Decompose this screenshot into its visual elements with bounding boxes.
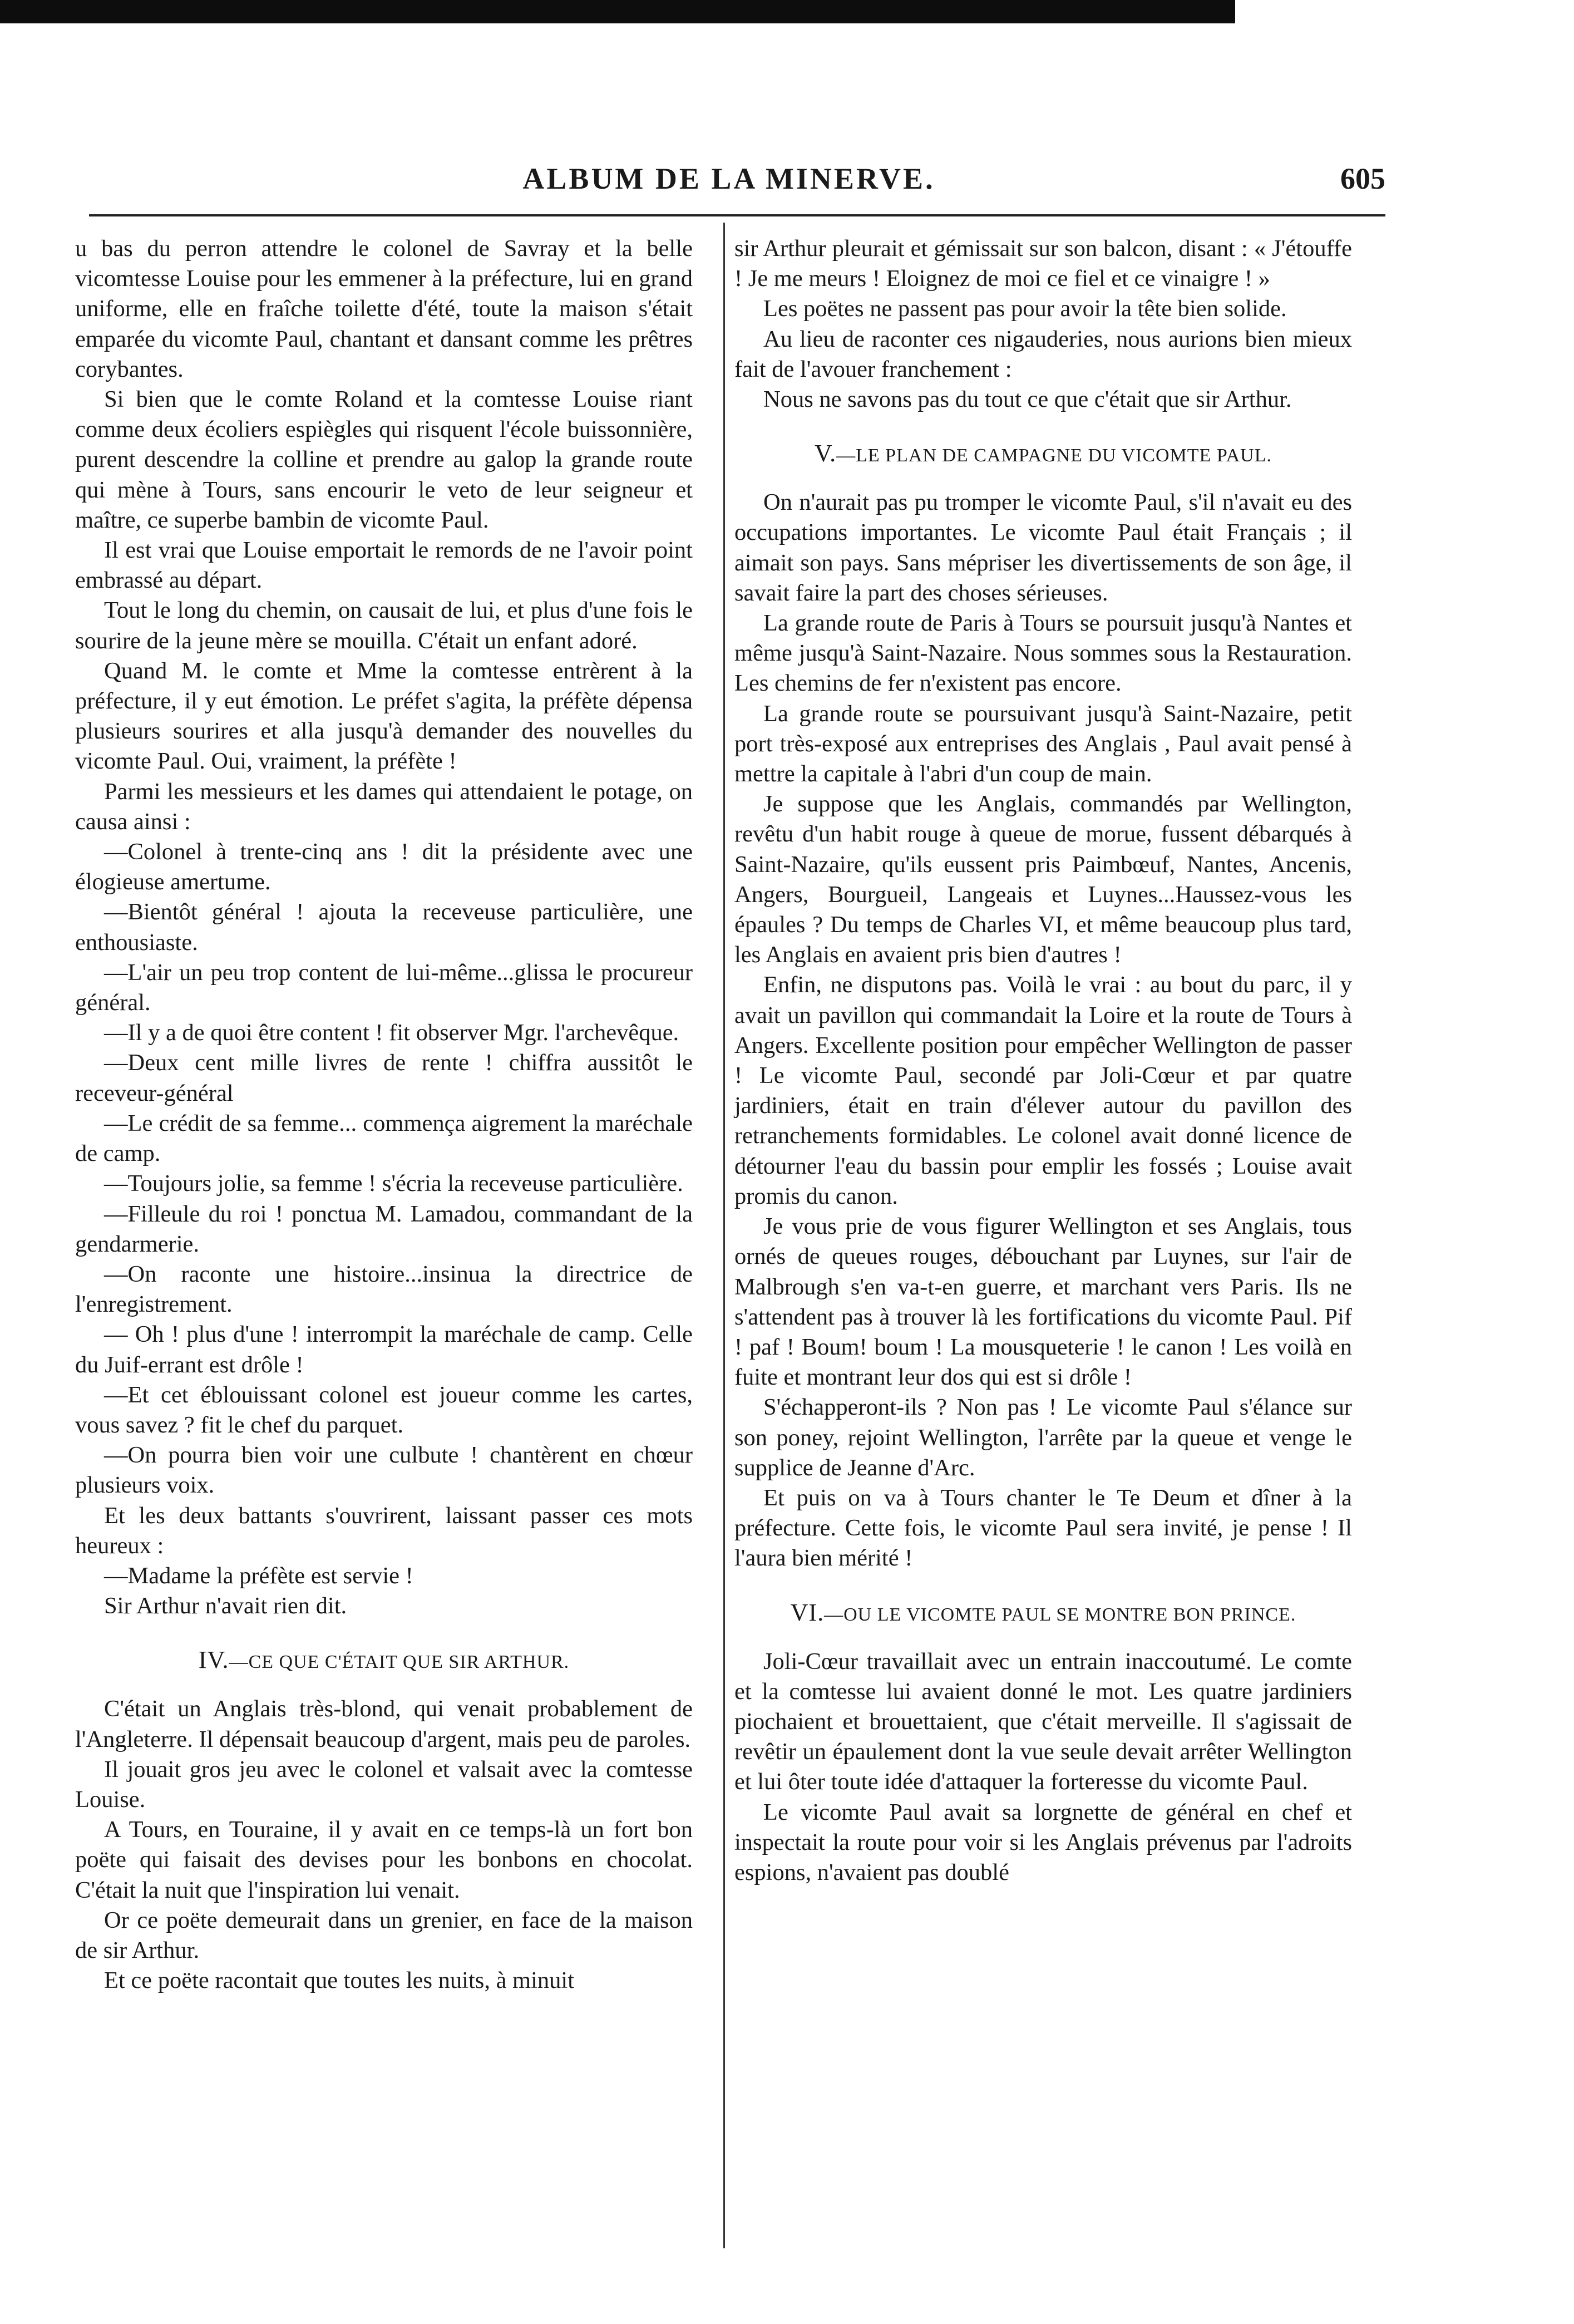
header-rule [89,214,1385,216]
page-number: 605 [1340,162,1385,195]
paragraph: Parmi les messieurs et les dames qui attendaient le potage, on causa ainsi : [75,778,693,835]
section-heading-iv [75,1646,693,1674]
paragraph: Le vicomte Paul avait sa lorgnette de général en chef et inspectait la route pour voir si les Anglais prévenus par l'adroits espions, n'avaient pas doublé [734,1799,1352,1885]
dialogue-line: —On pourra bien voir une culbute ! chantèrent en chœur plusieurs voix. [75,1442,693,1499]
dialogue-line: —Deux cent mille livres de rente ! chiffra aussitôt le receveur-général [75,1050,693,1106]
paragraph: Je vous prie de vous figurer Wellington et ses Anglais, tous ornés de queues rouges, débouchant par Luynes, sur l'air de Malbrough s'en va-t-en guerre, et marchant vers Paris. Ils ne s'attendent pas à trouver là les fortifications du vicomte Paul. Pif ! paf ! Boum! boum ! La mousqueterie ! le canon ! Les voilà en fuite et montrant leur dos qui est si drôle ! [734,1213,1352,1391]
dialogue-line: —Et cet éblouissant colonel est joueur comme les cartes, vous savez ? fit le chef du parquet. [75,1381,693,1438]
paragraph: sir Arthur pleurait et gémissait sur son balcon, disant : « J'étouffe ! Je me meurs ! Eloignez de moi ce fiel et ce vinaigre ! » [734,235,1352,292]
dialogue-line: —On raconte une histoire...insinua la directrice de l'enregistrement. [75,1261,693,1318]
section-number: VI. [790,1598,825,1626]
left-column [75,234,693,1996]
paragraph: u bas du perron attendre le colonel de Savray et la belle vicomtesse Louise pour les emmener à la préfecture, lui en grand uniforme, elle en fraîche toilette d'été, toute la maison s'était emparée du vicomte Paul, chantant et dansant comme les prêtres corybantes. [75,235,693,382]
section-title: —OU LE VICOMTE PAUL SE MONTRE BON PRINCE. [824,1604,1296,1625]
section-number: V. [815,440,837,467]
paragraph: Quand M. le comte et Mme la comtesse entrèrent à la préfecture, il y eut émotion. Le préfet s'agita, la préfète dépensa plusieurs sourires et alla jusqu'à demander des nouvelles du vicomte Paul. Oui, vraiment, la préfète ! [75,657,693,775]
paragraph: Sir Arthur n'avait rien dit. [104,1593,347,1619]
paragraph: La grande route de Paris à Tours se poursuit jusqu'à Nantes et même jusqu'à Saint-Nazaire. Nous sommes sous la Restauration. Les chemins de fer n'existent pas encore. [734,610,1352,697]
paragraph: C'était un Anglais très-blond, qui venait probablement de l'Angleterre. Il dépensait beaucoup d'argent, mais peu de paroles. [75,1696,693,1752]
paragraph: Et ce poëte racontait que toutes les nuits, à minuit [104,1967,575,1994]
running-title: ALBUM DE LA MINERVE. [522,162,935,195]
paragraph: Il jouait gros jeu avec le colonel et valsait avec la comtesse Louise. [75,1756,693,1813]
paragraph: Nous ne savons pas du tout ce que c'était que sir Arthur. [763,386,1292,413]
paragraph: S'échapperont-ils ? Non pas ! Le vicomte Paul s'élance sur son poney, rejoint Wellington, l'arrête par la queue et venge le supplice de Jeanne d'Arc. [734,1394,1352,1481]
scan-top-edge [0,0,1235,23]
paragraph: Enfin, ne disputons pas. Voilà le vrai : au bout du parc, il y avait un pavillon qui commandait la Loire et la route de Tours à Angers. Excellente position pour empêcher Wellington de passer ! Le vicomte Paul, secondé par Joli-Cœur et par quatre jardiniers, était en train d'élever autour du pavillon des retranchements formidables. Le colonel avait donné licence de détourner l'eau du bassin pour emplir les fossés ; Louise avait promis du canon. [734,972,1352,1209]
dialogue-line: —L'air un peu trop content de lui-même...glissa le procureur général. [75,959,693,1016]
dialogue-line: —Bientôt général ! ajouta la receveuse particulière, une enthousiaste. [75,899,693,956]
dialogue-line: —Madame la préfète est servie ! [104,1562,413,1589]
section-title: —LE PLAN DE CAMPAGNE DU VICOMTE PAUL. [836,445,1272,466]
dialogue-line: —Le crédit de sa femme... commença aigrement la maréchale de camp. [75,1110,693,1167]
dialogue-line: —Toujours jolie, sa femme ! s'écria la receveuse particulière. [104,1170,683,1197]
paragraph: Joli-Cœur travaillait avec un entrain inaccoutumé. Le comte et la comtesse lui avaient donné le mot. Les quatre jardiniers piochaient et brouettaient, que c'était merveille. Il s'agissait de revêtir un épaulement dont la vue seule devait arrêter Wellington et lui ôter toute idée d'attaquer la forteresse du vicomte Paul. [734,1648,1352,1795]
right-column [734,234,1352,1888]
column-divider [723,223,725,2248]
section-title: —CE QUE C'ÉTAIT QUE SIR ARTHUR. [229,1652,570,1673]
page-header [72,161,1385,211]
paragraph: A Tours, en Touraine, il y avait en ce temps-là un fort bon poëte qui faisait des devises pour les bonbons en chocolat. C'était la nuit que l'inspiration lui venait. [75,1816,693,1903]
paragraph: Au lieu de raconter ces nigauderies, nous aurions bien mieux fait de l'avouer franchement : [734,326,1352,382]
section-heading-vi [734,1598,1352,1627]
section-heading-v [734,439,1352,467]
paragraph: Je suppose que les Anglais, commandés par Wellington, revêtu d'un habit rouge à queue de morue, fussent débarqués à Saint-Nazaire, qu'ils eussent pris Paimbœuf, Nantes, Ancenis, Angers, Bourgueil, Langeais et Luynes...Haussez-vous les épaules ? Du temps de Charles VI, et même beaucoup plus tard, les Anglais en avaient pris bien d'autres ! [734,791,1352,968]
section-number: IV. [198,1646,229,1674]
paragraph: Si bien que le comte Roland et la comtesse Louise riant comme deux écoliers espiègles qui risquent l'école buissonnière, purent descendre la colline et prendre au galop la grande route qui mène à Tours, sans encourir le veto de leur seigneur et maître, ce superbe bambin de vicomte Paul. [75,386,693,533]
paragraph: Les poëtes ne passent pas pour avoir la tête bien solide. [763,296,1287,322]
dialogue-line: —Il y a de quoi être content ! fit observer Mgr. l'archevêque. [104,1020,679,1046]
dialogue-line: —Colonel à trente-cinq ans ! dit la présidente avec une élogieuse amertume. [75,839,693,895]
paragraph: Il est vrai que Louise emportait le remords de ne l'avoir point embrassé au départ. [75,537,693,594]
dialogue-line: —Filleule du roi ! ponctua M. Lamadou, commandant de la gendarmerie. [75,1200,693,1257]
paragraph: Et puis on va à Tours chanter le Te Deum et dîner à la préfecture. Cette fois, le vicomte Paul sera invité, je pense ! Il l'aura bien mérité ! [734,1484,1352,1572]
paragraph: Or ce poëte demeurait dans un grenier, en face de la maison de sir Arthur. [75,1907,693,1963]
dialogue-line: — Oh ! plus d'une ! interrompit la maréchale de camp. Celle du Juif-errant est drôle ! [75,1321,693,1378]
paragraph: Et les deux battants s'ouvrirent, laissant passer ces mots heureux : [75,1502,693,1559]
paragraph: On n'aurait pas pu tromper le vicomte Paul, s'il n'avait eu des occupations importantes. Le vicomte Paul était Français ; il aimait son pays. Sans mépriser les divertissements de son âge, il savait faire la part des choses sérieuses. [734,489,1352,606]
paragraph: La grande route se poursuivant jusqu'à Saint-Nazaire, petit port très-exposé aux entreprises des Anglais , Paul avait pensé à mettre la capitale à l'abri d'un coup de main. [734,700,1352,787]
paragraph: Tout le long du chemin, on causait de lui, et plus d'une fois le sourire de la jeune mère se mouilla. C'était un enfant adoré. [75,597,693,654]
